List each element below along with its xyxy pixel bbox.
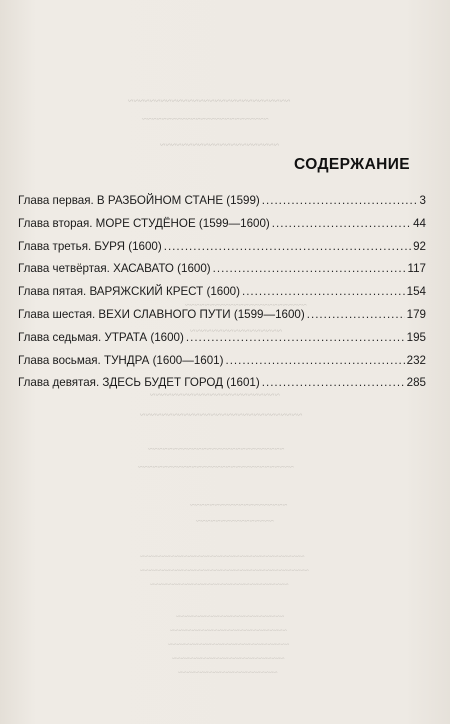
ghost-line: ~~~~~~~~~~~~~~~~~~~~	[190, 500, 288, 510]
dot-leader	[242, 281, 405, 304]
ghost-line: ~~~~~~~~~~~~~~~~~~~~~~~~~	[185, 300, 307, 310]
toc-entry[interactable]	[18, 258, 426, 281]
dot-leader	[164, 236, 411, 259]
toc-entry-title: Глава четвёртая. ХАСАВАТО (1600)	[18, 262, 211, 276]
ghost-line: ~~~~~~~~~~~~~~~~~~~~~~~~~~~~~~~~~~~~~~~	[140, 566, 309, 575]
toc-entry-title: Глава восьмая. ТУНДРА (1600—1601)	[18, 353, 224, 367]
toc-entry-page: 154	[406, 285, 426, 299]
ghost-line: ~~~~~~~~~~~~~~~~~~~~~~~~~~~	[170, 626, 287, 635]
toc-entry[interactable]	[18, 304, 426, 327]
toc-entry[interactable]	[18, 281, 426, 304]
toc-entry-title: Глава шестая. ВЕХИ СЛАВНОГО ПУТИ (1599—1600)	[18, 307, 305, 321]
toc-entry-title: Глава третья. БУРЯ (1600)	[18, 239, 162, 253]
toc-entry-page: 117	[407, 262, 426, 276]
toc-entry-page: 92	[413, 239, 426, 253]
toc-entry[interactable]	[18, 350, 426, 373]
dot-leader	[262, 190, 418, 213]
toc-entry-title: Глава седьмая. УТРАТА (1600)	[18, 330, 184, 344]
toc-entry-page: 232	[406, 353, 426, 367]
ghost-line: ~~~~~~~~~~~~~~~~~~~~~~~~~~~~~~	[140, 410, 303, 421]
toc-entry-title: Глава девятая. ЗДЕСЬ БУДЕТ ГОРОД (1601)	[18, 376, 260, 390]
toc-entry[interactable]	[18, 213, 426, 236]
toc-entry-page: 195	[406, 330, 426, 344]
ghost-line: ~~~~~~~~~~~~~~~~~~~~~~~~~~~~	[148, 444, 285, 454]
dot-leader	[213, 258, 406, 281]
dot-leader	[272, 213, 411, 236]
toc-entry[interactable]	[18, 190, 426, 213]
ghost-line: ~~~~~~~~~~~~~~~~~~~~~~~~	[150, 390, 280, 401]
ghost-line: ~~~~~~~~~~~~~~~~~~~~~~	[160, 140, 280, 151]
dot-leader	[186, 327, 405, 350]
toc-entry[interactable]	[18, 236, 426, 259]
toc-entry-page: 44	[413, 216, 426, 230]
toc-entry-title: Глава первая. В РАЗБОЙНОМ СТАНЕ (1599)	[18, 194, 260, 207]
ghost-line: ~~~~~~~~~~~~~~~~~~~~~~~	[178, 668, 278, 677]
ghost-line: ~~~~~~~~~~~~~~~~~~~~~~~~~~~~~~~~~~~~~~	[140, 552, 305, 561]
toc-entry-page: 285	[406, 376, 426, 390]
dot-leader	[307, 304, 405, 327]
toc-entry-title: Глава вторая. МОРЕ СТУДЁНОЕ (1599—1600)	[18, 216, 270, 230]
toc-entry[interactable]	[18, 327, 426, 350]
ghost-line: ~~~~~~~~~~~~~~~~~~~~~~~~~~	[142, 114, 269, 124]
ghost-line: ~~~~~~~~~~~~~~~~~	[190, 326, 282, 337]
table-of-contents	[18, 190, 426, 395]
ghost-line: ~~~~~~~~~~~~~~~~~~~~~~~~~~~~~~~~	[138, 462, 294, 472]
toc-heading: СОДЕРЖАНИЕ	[294, 156, 411, 173]
dot-leader	[262, 372, 405, 395]
ghost-line: ~~~~~~~~~~~~~~~~~~~~~~~~~~~~	[168, 640, 290, 649]
toc-entry-page: 179	[406, 307, 426, 321]
dot-leader	[225, 350, 404, 373]
toc-entry-page: 3	[419, 194, 426, 207]
ghost-line: ~~~~~~~~~~~~~~~~~~~~~~~~~~	[172, 654, 285, 663]
toc-entry[interactable]	[18, 372, 426, 395]
ghost-line: ~~~~~~~~~~~~~~~~~~~~~~~~~~~~~~~~	[150, 580, 289, 589]
toc-entry-title: Глава пятая. ВАРЯЖСКИЙ КРЕСТ (1600)	[18, 285, 240, 299]
ghost-line: ~~~~~~~~~~~~~~~~~~~~~~~~~~~~~~	[128, 96, 291, 107]
ghost-line: ~~~~~~~~~~~~~~~~~~~~~~~~~	[176, 612, 285, 621]
ghost-line: ~~~~~~~~~~~~~~~~	[196, 516, 274, 526]
